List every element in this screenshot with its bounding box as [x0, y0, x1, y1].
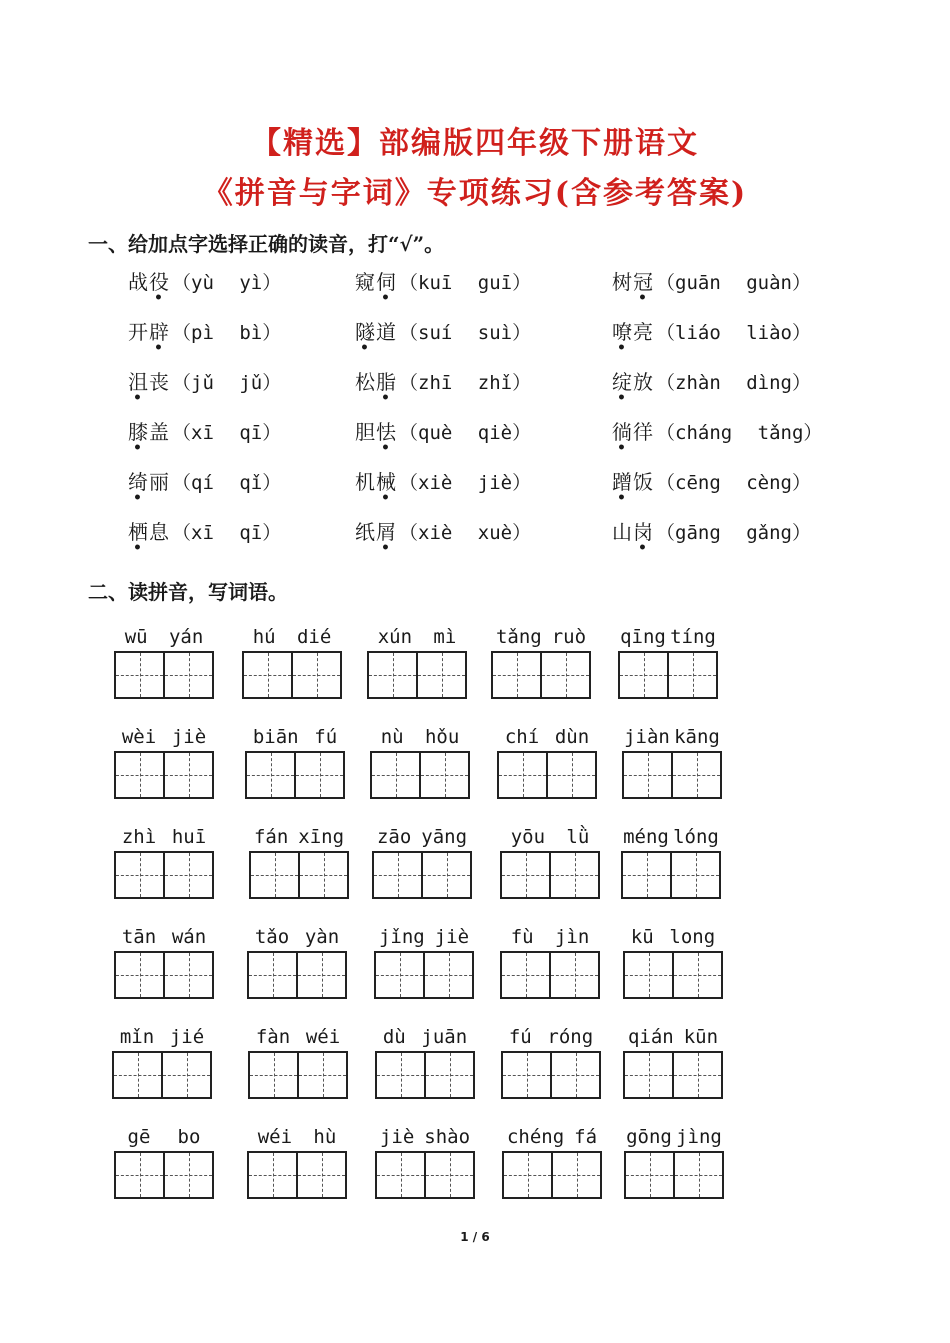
tianzige-grid — [247, 951, 347, 999]
writing-box[interactable] — [672, 1053, 721, 1097]
writing-cell — [497, 725, 597, 799]
writing-cell — [114, 925, 214, 999]
choice-pinyin-options[interactable]: （cháng tǎng） — [656, 422, 823, 444]
pinyin-syllable: hù — [313, 1126, 337, 1148]
choice-pinyin-options[interactable]: （xiè jiè） — [399, 472, 532, 494]
choice-item — [612, 366, 811, 406]
choice-row — [0, 416, 950, 456]
emphasis-dot-icon: • — [617, 390, 627, 406]
writing-box[interactable] — [247, 753, 294, 797]
pinyin-syllable: yàn — [304, 926, 340, 948]
pinyin-label — [245, 725, 345, 749]
pinyin-syllable: jiàn — [624, 726, 670, 748]
writing-box[interactable] — [624, 753, 671, 797]
writing-box[interactable] — [549, 853, 598, 897]
choice-word: 蹭饭 • — [612, 470, 654, 506]
tianzige-grid — [367, 651, 467, 699]
writing-cell — [501, 1025, 601, 1099]
writing-box[interactable] — [493, 653, 540, 697]
choice-word: 树冠 • — [612, 270, 654, 306]
writing-box[interactable] — [625, 1053, 672, 1097]
emphasis-dot-icon: • — [381, 390, 391, 406]
tianzige-grid — [375, 1051, 475, 1099]
emphasis-dot-icon: • — [381, 540, 391, 556]
pinyin-label — [372, 825, 472, 849]
tianzige-grid — [242, 651, 342, 699]
writing-cell — [247, 925, 347, 999]
pinyin-syllable: dié — [296, 626, 332, 648]
pinyin-syllable: fàn — [255, 1026, 291, 1048]
pinyin-label — [375, 1025, 475, 1049]
writing-box[interactable] — [421, 853, 470, 897]
pinyin-label — [621, 825, 721, 849]
title-line-2: 《拼音与字词》专项练习(含参考答案) — [202, 176, 748, 211]
emphasis-dot-icon: • — [617, 490, 627, 506]
choice-item — [612, 416, 823, 456]
pinyin-syllable: jìng — [676, 1126, 722, 1148]
emphasis-dot-icon: • — [154, 290, 164, 306]
emphasis-dot-icon: • — [381, 440, 391, 456]
writing-cell — [114, 1125, 214, 1199]
tianzige-grid — [374, 951, 474, 999]
writing-cell — [370, 725, 470, 799]
emphasis-dot-icon: • — [133, 440, 143, 456]
choice-row — [0, 316, 950, 356]
pinyin-syllable: wū — [124, 626, 148, 648]
pinyin-syllable: jiè — [379, 1126, 415, 1148]
pinyin-syllable: fú — [508, 1026, 532, 1048]
choice-word: 窥伺 • — [355, 270, 397, 306]
pinyin-syllable: fù — [510, 926, 534, 948]
pinyin-syllable: lóng — [673, 826, 719, 848]
pinyin-syllable: gē — [127, 1126, 151, 1148]
choice-word: 开辟 • — [128, 320, 170, 356]
writing-box[interactable] — [502, 953, 549, 997]
choice-item — [612, 316, 811, 356]
pinyin-syllable: fá — [574, 1126, 598, 1148]
choice-pinyin-options[interactable]: （zhàn dìng） — [656, 372, 811, 394]
pinyin-syllable: qián — [627, 1026, 674, 1048]
pinyin-syllable: zhì — [121, 826, 157, 848]
tianzige-grid — [491, 651, 591, 699]
writing-box[interactable] — [625, 953, 672, 997]
writing-box[interactable] — [551, 1153, 600, 1197]
writing-box[interactable] — [116, 853, 163, 897]
tianzige-grid — [372, 851, 472, 899]
writing-box[interactable] — [424, 1153, 473, 1197]
pinyin-syllable: chéng — [506, 1126, 565, 1148]
choice-pinyin-options[interactable]: （qí qǐ） — [172, 472, 282, 494]
choice-row — [0, 266, 950, 306]
pinyin-syllable: tǎo — [254, 926, 290, 948]
choice-pinyin-options[interactable]: （liáo liào） — [656, 322, 811, 344]
writing-box[interactable] — [163, 653, 212, 697]
writing-box[interactable] — [503, 1053, 550, 1097]
pinyin-syllable: méng — [623, 826, 669, 848]
tianzige-grid — [502, 1151, 602, 1199]
writing-row — [0, 725, 950, 805]
pinyin-syllable: chí — [504, 726, 540, 748]
pinyin-syllable: tíng — [670, 626, 716, 648]
writing-cell — [245, 725, 345, 799]
writing-row — [0, 925, 950, 1005]
writing-box[interactable] — [296, 1153, 345, 1197]
writing-cell — [114, 625, 214, 699]
writing-cell — [367, 625, 467, 699]
choice-row — [0, 366, 950, 406]
writing-box[interactable] — [251, 853, 298, 897]
pinyin-syllable: wéi — [305, 1026, 341, 1048]
tianzige-grid — [114, 651, 214, 699]
pinyin-label — [500, 825, 600, 849]
writing-box[interactable] — [504, 1153, 551, 1197]
pinyin-label — [249, 825, 349, 849]
pinyin-syllable: yōu — [510, 826, 546, 848]
emphasis-dot-icon: • — [638, 290, 648, 306]
writing-box[interactable] — [296, 953, 345, 997]
pinyin-syllable: huī — [171, 826, 207, 848]
emphasis-dot-icon: • — [617, 440, 627, 456]
writing-box[interactable] — [499, 753, 546, 797]
emphasis-dot-icon: • — [617, 340, 627, 356]
pinyin-syllable: tān — [121, 926, 157, 948]
writing-box[interactable] — [163, 953, 212, 997]
choice-item — [128, 516, 282, 556]
tianzige-grid — [497, 751, 597, 799]
writing-row — [0, 825, 950, 905]
choice-word: 战役 • — [128, 270, 170, 306]
pinyin-label — [114, 825, 214, 849]
choice-pinyin-options[interactable]: （cēng cèng） — [656, 472, 811, 494]
pinyin-syllable: tǎng — [495, 626, 542, 648]
writing-cell — [249, 825, 349, 899]
writing-box[interactable] — [377, 1053, 424, 1097]
choice-word: 纸屑 • — [355, 520, 397, 556]
pinyin-syllable: bo — [177, 1126, 201, 1148]
pinyin-label — [497, 725, 597, 749]
pinyin-syllable: zāo — [376, 826, 412, 848]
writing-box[interactable] — [502, 853, 549, 897]
emphasis-dot-icon: • — [154, 340, 164, 356]
pinyin-syllable: dù — [382, 1026, 406, 1048]
tianzige-grid — [500, 851, 600, 899]
writing-cell — [248, 1025, 348, 1099]
writing-box[interactable] — [116, 653, 163, 697]
writing-box[interactable] — [250, 1053, 297, 1097]
writing-box[interactable] — [374, 853, 421, 897]
writing-cell — [242, 625, 342, 699]
choice-word: 沮丧 • — [128, 370, 170, 406]
pinyin-label — [618, 625, 718, 649]
pinyin-label — [247, 925, 347, 949]
choice-word: 山岗 • — [612, 520, 654, 556]
tianzige-grid — [624, 1151, 724, 1199]
pinyin-syllable: xún — [377, 626, 413, 648]
tianzige-grid — [623, 951, 723, 999]
writing-box[interactable] — [620, 653, 667, 697]
pinyin-syllable: gōng — [626, 1126, 672, 1148]
writing-box[interactable] — [369, 653, 416, 697]
pinyin-syllable: jiè — [171, 726, 207, 748]
choice-word: 隧道 • — [355, 320, 397, 356]
pinyin-syllable: jǐng — [378, 926, 425, 948]
writing-cell — [622, 725, 722, 799]
tianzige-grid — [114, 951, 214, 999]
pinyin-syllable: ruò — [551, 626, 587, 648]
choice-word: 膝盖 • — [128, 420, 170, 456]
writing-box[interactable] — [670, 853, 719, 897]
writing-box[interactable] — [163, 853, 212, 897]
pinyin-syllable: kāng — [674, 726, 720, 748]
writing-cell — [500, 925, 600, 999]
tianzige-grid — [112, 1051, 212, 1099]
choice-pinyin-options[interactable]: （kuī guī） — [399, 272, 532, 294]
pinyin-label — [370, 725, 470, 749]
pinyin-syllable: long — [669, 926, 716, 948]
pinyin-syllable: biān — [252, 726, 299, 748]
pinyin-syllable: wán — [171, 926, 207, 948]
pinyin-label — [622, 725, 722, 749]
pinyin-syllable: xīng — [298, 826, 345, 848]
pinyin-label — [114, 725, 214, 749]
pinyin-syllable: lǜ — [566, 826, 590, 848]
tianzige-grid — [114, 851, 214, 899]
pinyin-syllable: wèi — [121, 726, 157, 748]
tianzige-grid — [248, 1051, 348, 1099]
writing-box[interactable] — [623, 853, 670, 897]
choice-pinyin-options[interactable]: （xiè xuè） — [399, 522, 532, 544]
writing-box[interactable] — [667, 653, 716, 697]
tianzige-grid — [247, 1151, 347, 1199]
pinyin-syllable: kūn — [683, 1026, 719, 1048]
choice-pinyin-options[interactable]: （guān guàn） — [656, 272, 811, 294]
pinyin-label — [247, 1125, 347, 1149]
choice-item — [612, 516, 811, 556]
writing-box[interactable] — [416, 653, 465, 697]
pinyin-syllable: juān — [421, 1026, 468, 1048]
choice-item — [612, 466, 811, 506]
writing-box[interactable] — [161, 1053, 210, 1097]
tianzige-grid — [114, 751, 214, 799]
choice-pinyin-options[interactable]: （zhī zhǐ） — [399, 372, 532, 394]
pinyin-label — [375, 1125, 475, 1149]
pinyin-syllable: jié — [169, 1026, 205, 1048]
writing-box[interactable] — [244, 653, 291, 697]
writing-box[interactable] — [671, 753, 720, 797]
emphasis-dot-icon: • — [133, 490, 143, 506]
pinyin-label — [491, 625, 591, 649]
choice-row — [0, 516, 950, 556]
tianzige-grid — [500, 951, 600, 999]
writing-box[interactable] — [546, 753, 595, 797]
writing-cell — [114, 725, 214, 799]
writing-box[interactable] — [423, 953, 472, 997]
section-1-heading: 一、给加点字选择正确的读音，打“√”。 — [88, 232, 445, 256]
writing-cell — [500, 825, 600, 899]
choice-item — [128, 316, 282, 356]
writing-cell — [624, 1125, 724, 1199]
title-line-1: 【精选】部编版四年级下册语文 — [251, 126, 699, 161]
pinyin-syllable: kū — [630, 926, 654, 948]
writing-cell — [375, 1125, 475, 1199]
choice-word: 绽放 • — [612, 370, 654, 406]
writing-box[interactable] — [116, 753, 163, 797]
choice-word: 机械 • — [355, 470, 397, 506]
pinyin-syllable: róng — [547, 1026, 594, 1048]
choice-item — [355, 266, 532, 306]
pinyin-syllable: mǐn — [119, 1026, 155, 1048]
writing-box[interactable] — [163, 753, 212, 797]
writing-box[interactable] — [377, 1153, 424, 1197]
writing-box[interactable] — [419, 753, 468, 797]
choice-word: 胆怯 • — [355, 420, 397, 456]
choice-word: 嘹亮 • — [612, 320, 654, 356]
choice-item — [355, 316, 532, 356]
pinyin-label — [623, 1025, 723, 1049]
writing-box[interactable] — [163, 1153, 212, 1197]
pinyin-syllable: mì — [433, 626, 457, 648]
tianzige-grid — [249, 851, 349, 899]
writing-box[interactable] — [550, 1053, 599, 1097]
tianzige-grid — [370, 751, 470, 799]
writing-box[interactable] — [297, 1053, 346, 1097]
writing-box[interactable] — [116, 953, 163, 997]
writing-box[interactable] — [116, 1153, 163, 1197]
writing-cell — [374, 925, 474, 999]
writing-box[interactable] — [549, 953, 598, 997]
writing-box[interactable] — [372, 753, 419, 797]
writing-box[interactable] — [376, 953, 423, 997]
writing-box[interactable] — [424, 1053, 473, 1097]
emphasis-dot-icon: • — [638, 540, 648, 556]
choice-word: 徜徉 • — [612, 420, 654, 456]
pinyin-syllable: fán — [253, 826, 289, 848]
writing-row — [0, 625, 950, 705]
emphasis-dot-icon: • — [381, 490, 391, 506]
pinyin-syllable: wéi — [257, 1126, 293, 1148]
choice-word: 栖息 • — [128, 520, 170, 556]
writing-cell — [623, 925, 723, 999]
choice-item — [355, 366, 532, 406]
pinyin-syllable: yāng — [421, 826, 468, 848]
choice-item — [355, 466, 532, 506]
choice-word: 绮丽 • — [128, 470, 170, 506]
choice-item — [612, 266, 811, 306]
writing-box[interactable] — [672, 953, 721, 997]
pinyin-syllable: yán — [168, 626, 204, 648]
section-2-heading: 二、读拼音，写词语。 — [88, 580, 288, 604]
writing-box[interactable] — [294, 753, 343, 797]
choice-pinyin-options[interactable]: （jǔ jǔ） — [172, 372, 282, 394]
choice-pinyin-options[interactable]: （suí suì） — [399, 322, 532, 344]
writing-cell — [247, 1125, 347, 1199]
choice-item — [128, 266, 282, 306]
pinyin-label — [114, 925, 214, 949]
writing-cell — [491, 625, 591, 699]
writing-box[interactable] — [249, 1153, 296, 1197]
pinyin-label — [114, 625, 214, 649]
pinyin-label — [623, 925, 723, 949]
writing-cell — [375, 1025, 475, 1099]
tianzige-grid — [245, 751, 345, 799]
writing-box[interactable] — [291, 653, 340, 697]
writing-box[interactable] — [540, 653, 589, 697]
pinyin-label — [500, 925, 600, 949]
writing-box[interactable] — [249, 953, 296, 997]
pinyin-label — [114, 1125, 214, 1149]
writing-box[interactable] — [626, 1153, 673, 1197]
tianzige-grid — [623, 1051, 723, 1099]
pinyin-label — [624, 1125, 724, 1149]
emphasis-dot-icon: • — [133, 540, 143, 556]
pinyin-syllable: fú — [314, 726, 338, 748]
tianzige-grid — [375, 1151, 475, 1199]
writing-cell — [372, 825, 472, 899]
emphasis-dot-icon: • — [133, 390, 143, 406]
writing-cell — [623, 1025, 723, 1099]
pinyin-syllable: shào — [424, 1126, 471, 1148]
choice-row — [0, 466, 950, 506]
writing-cell — [502, 1125, 602, 1199]
pinyin-label — [374, 925, 474, 949]
pinyin-label — [242, 625, 342, 649]
tianzige-grid — [618, 651, 718, 699]
pinyin-label — [502, 1125, 602, 1149]
pinyin-syllable: dùn — [554, 726, 590, 748]
choice-item — [128, 466, 282, 506]
writing-box[interactable] — [673, 1153, 722, 1197]
choice-word: 松脂 • — [355, 370, 397, 406]
writing-cell — [621, 825, 721, 899]
pinyin-syllable: hú — [252, 626, 276, 648]
writing-row — [0, 1025, 950, 1105]
writing-box[interactable] — [114, 1053, 161, 1097]
pinyin-syllable: jìn — [554, 926, 590, 948]
choice-pinyin-options[interactable]: （gāng gǎng） — [656, 522, 811, 544]
emphasis-dot-icon: • — [381, 290, 391, 306]
tianzige-grid — [114, 1151, 214, 1199]
pinyin-syllable: jiè — [434, 926, 470, 948]
emphasis-dot-icon: • — [360, 340, 370, 356]
pinyin-syllable: qīng — [620, 626, 666, 648]
page-number: 1 / 6 — [460, 1230, 490, 1244]
writing-row — [0, 1125, 950, 1205]
writing-cell — [112, 1025, 212, 1099]
choice-item — [355, 416, 532, 456]
writing-cell — [114, 825, 214, 899]
writing-cell — [618, 625, 718, 699]
choice-item — [355, 516, 532, 556]
choice-pinyin-options[interactable]: （pì bì） — [172, 322, 282, 344]
choice-item — [128, 366, 282, 406]
writing-box[interactable] — [298, 853, 347, 897]
pinyin-syllable: nù — [380, 726, 404, 748]
pinyin-label — [501, 1025, 601, 1049]
choice-pinyin-options[interactable]: （xī qī） — [172, 422, 282, 444]
choice-item — [128, 416, 282, 456]
choice-pinyin-options[interactable]: （yù yì） — [172, 272, 282, 294]
tianzige-grid — [501, 1051, 601, 1099]
pinyin-label — [248, 1025, 348, 1049]
pinyin-label — [367, 625, 467, 649]
pinyin-syllable: hǒu — [424, 726, 460, 748]
tianzige-grid — [622, 751, 722, 799]
pinyin-label — [112, 1025, 212, 1049]
choice-pinyin-options[interactable]: （xī qī） — [172, 522, 282, 544]
choice-pinyin-options[interactable]: （què qiè） — [399, 422, 532, 444]
tianzige-grid — [621, 851, 721, 899]
